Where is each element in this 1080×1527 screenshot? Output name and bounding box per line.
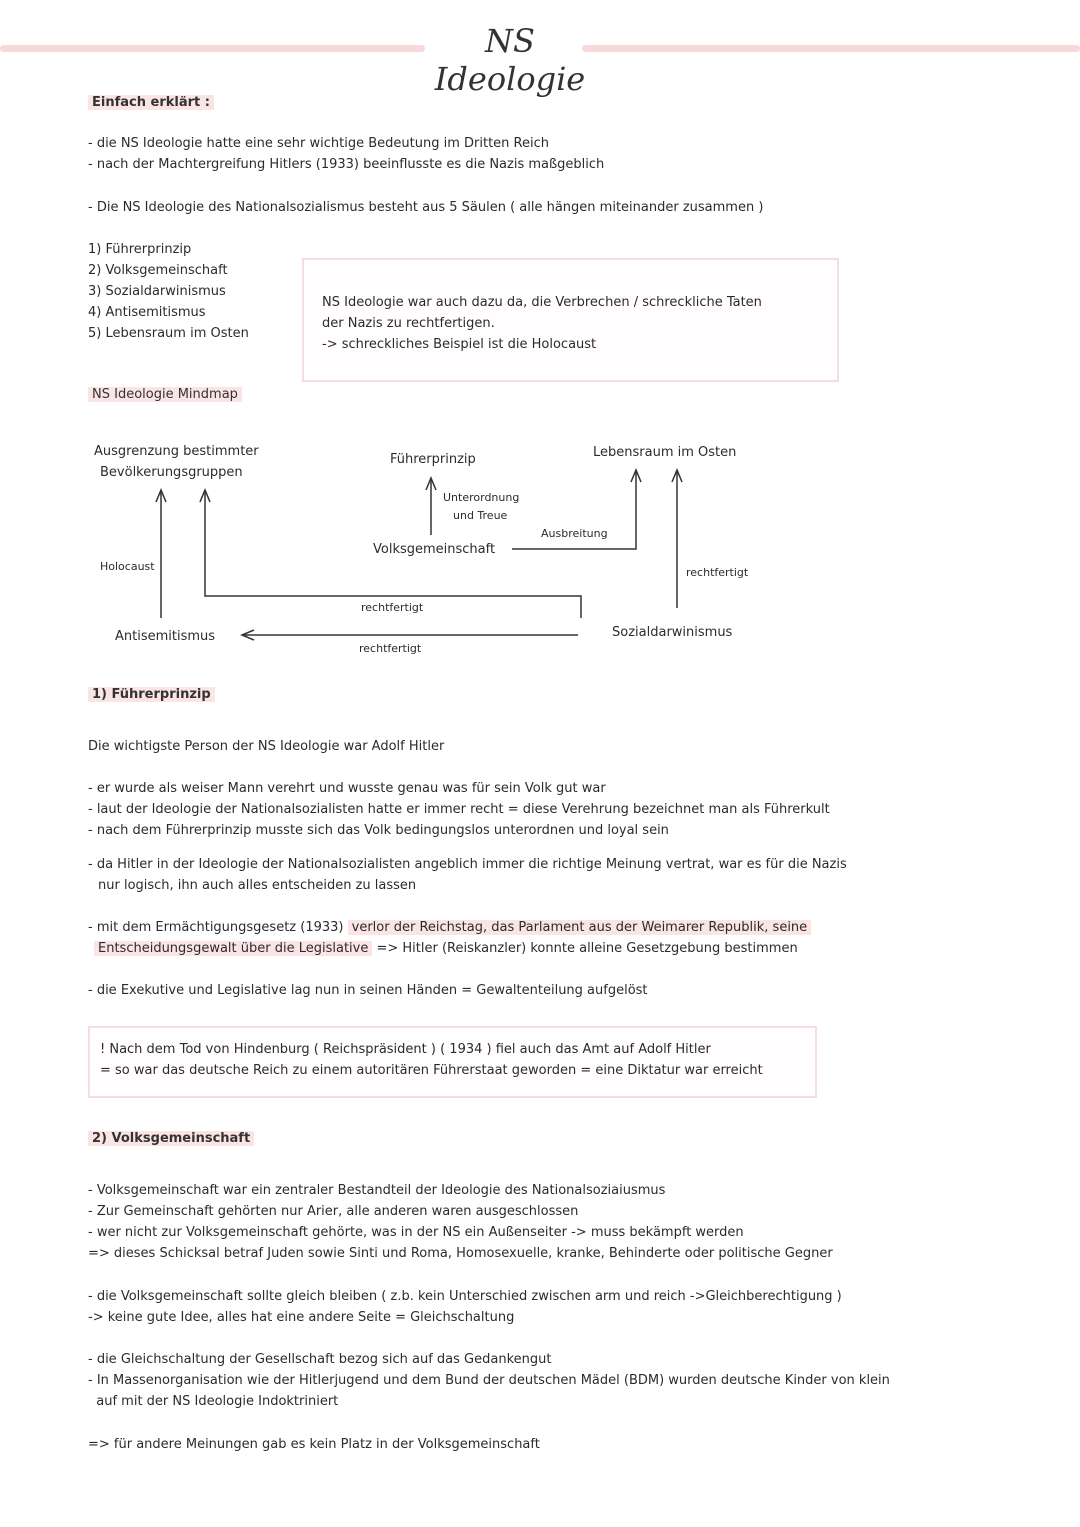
bullet-line: - In Massenorganisation wie der Hitlerjugend und dem Bund der deutschen Mädel (BDM) wurden deutsche Kinder von klein [88, 1373, 890, 1388]
node-antisemitismus: Antisemitismus [115, 629, 216, 644]
bullet-line: - die Volksgemeinschaft sollte gleich bleiben ( z.b. kein Unterschied zwischen arm und reich ->Gleichberechtigung ) [88, 1289, 842, 1304]
bullet-line: => dieses Schicksal betraf Juden sowie Sinti und Roma, Homosexuelle, kranke, Behinderte oder politische Gegner [88, 1246, 833, 1261]
bullet-line: - Volksgemeinschaft war ein zentraler Bestandteil der Ideologie des Nationalsoziaiusmus [88, 1183, 666, 1198]
section-heading-volksgemeinschaft: 2) Volksgemeinschaft [88, 1131, 254, 1146]
note-line: der Nazis zu rechtfertigen. [322, 316, 495, 331]
pillar-item: 3) Sozialdarwinismus [88, 284, 226, 299]
note-line: = so war das deutsche Reich zu einem autoritären Führerstaat geworden = eine Diktatur war erreicht [100, 1063, 763, 1078]
node-lebensraum: Lebensraum im Osten [593, 445, 737, 460]
edge-label-unterordnung: und Treue [453, 509, 508, 522]
edge-label-ausbreitung: Ausbreitung [541, 527, 608, 540]
note-line: NS Ideologie war auch dazu da, die Verbrechen / schreckliche Taten [322, 295, 762, 310]
conclusion-line: => für andere Meinungen gab es kein Platz in der Volksgemeinschaft [88, 1437, 540, 1452]
intro-line: - die NS Ideologie hatte eine sehr wichtige Bedeutung im Dritten Reich [88, 136, 549, 151]
bullet-line: - die Gleichschaltung der Gesellschaft bezog sich auf das Gedankengut [88, 1352, 552, 1367]
pillar-item: 1) Führerprinzip [88, 242, 192, 257]
hindenburg-note-box [88, 1026, 817, 1098]
bullet-line: auf mit der NS Ideologie Indoktriniert [88, 1394, 339, 1409]
pillar-item: 4) Antisemitismus [88, 305, 206, 320]
gesetz-text: - mit dem Ermächtigungsgesetz (1933) [88, 920, 344, 935]
section-heading-fuehrerprinzip: 1) Führerprinzip [88, 687, 215, 702]
pillar-item: 2) Volksgemeinschaft [88, 263, 228, 278]
bullet-line: - laut der Ideologie der Nationalsozialisten hatte er immer recht = diese Verehrung bezeichnet man als Führerkult [88, 802, 830, 817]
pillar-item: 5) Lebensraum im Osten [88, 326, 249, 341]
note-line: ! Nach dem Tod von Hindenburg ( Reichspräsident ) ( 1934 ) fiel auch das Amt auf Adolf Hitler [100, 1042, 711, 1057]
bullet-line: -> keine gute Idee, alles hat eine andere Seite = Gleichschaltung [88, 1310, 515, 1325]
note-line: -> schreckliches Beispiel ist die Holocaust [322, 337, 597, 352]
bullet-line [94, 941, 798, 956]
mindmap-diagram [0, 0, 1080, 700]
bullet-line: - da Hitler in der Ideologie der Nationalsozialisten angeblich immer die richtige Meinung vertrat, war es für die Nazis [88, 857, 847, 872]
node-sozialdarwinismus: Sozialdarwinismus [612, 625, 733, 640]
edge-label-rechtfertigt: rechtfertigt [361, 601, 424, 614]
bullet-line: nur logisch, ihn auch alles entscheiden zu lassen [98, 878, 417, 893]
edge-label-unterordnung: Unterordnung [443, 491, 520, 504]
gesetz-highlight: Entscheidungsgewalt über die Legislative [94, 941, 372, 956]
node-fuehrerprinzip: Führerprinzip [390, 452, 476, 467]
edge-label-rechtfertigt: rechtfertigt [686, 566, 749, 579]
gesetz-text: => Hitler (Reiskanzler) konnte alleine Gesetzgebung bestimmen [372, 941, 798, 956]
bullet-line [88, 920, 811, 935]
node-ausgrenzung: Ausgrenzung bestimmter [94, 444, 259, 459]
bullet-line: - die Exekutive und Legislative lag nun in seinen Händen = Gewaltenteilung aufgelöst [88, 983, 648, 998]
intro-line: - nach der Machtergreifung Hitlers (1933) beeinflusste es die Nazis maßgeblich [88, 157, 605, 172]
node-ausgrenzung: Bevölkerungsgruppen [100, 465, 243, 480]
edge-label-holocaust: Holocaust [100, 560, 155, 573]
bullet-line: - Zur Gemeinschaft gehörten nur Arier, alle anderen waren ausgeschlossen [88, 1204, 579, 1219]
gesetz-highlight: verlor der Reichstag, das Parlament aus der Weimarer Republik, seine [348, 920, 812, 935]
intro-line: - Die NS Ideologie des Nationalsozialismus besteht aus 5 Säulen ( alle hängen miteinander zusammen ) [88, 200, 764, 215]
bullet-line: - wer nicht zur Volksgemeinschaft gehörte, was in der NS ein Außenseiter -> muss bekämpft werden [88, 1225, 744, 1240]
edge-label-rechtfertigt: rechtfertigt [359, 642, 422, 655]
node-volksgemeinschaft: Volksgemeinschaft [373, 542, 496, 557]
page-title: NS Ideologie [434, 22, 586, 98]
bullet-line: - nach dem Führerprinzip musste sich das Volk bedingungslos unterordnen und loyal sein [88, 823, 669, 838]
section-intro: Die wichtigste Person der NS Ideologie war Adolf Hitler [88, 739, 445, 754]
mindmap-heading: NS Ideologie Mindmap [88, 387, 242, 402]
bullet-line: - er wurde als weiser Mann verehrt und wusste genau was für sein Volk gut war [88, 781, 606, 796]
intro-heading: Einfach erklärt : [88, 95, 214, 110]
